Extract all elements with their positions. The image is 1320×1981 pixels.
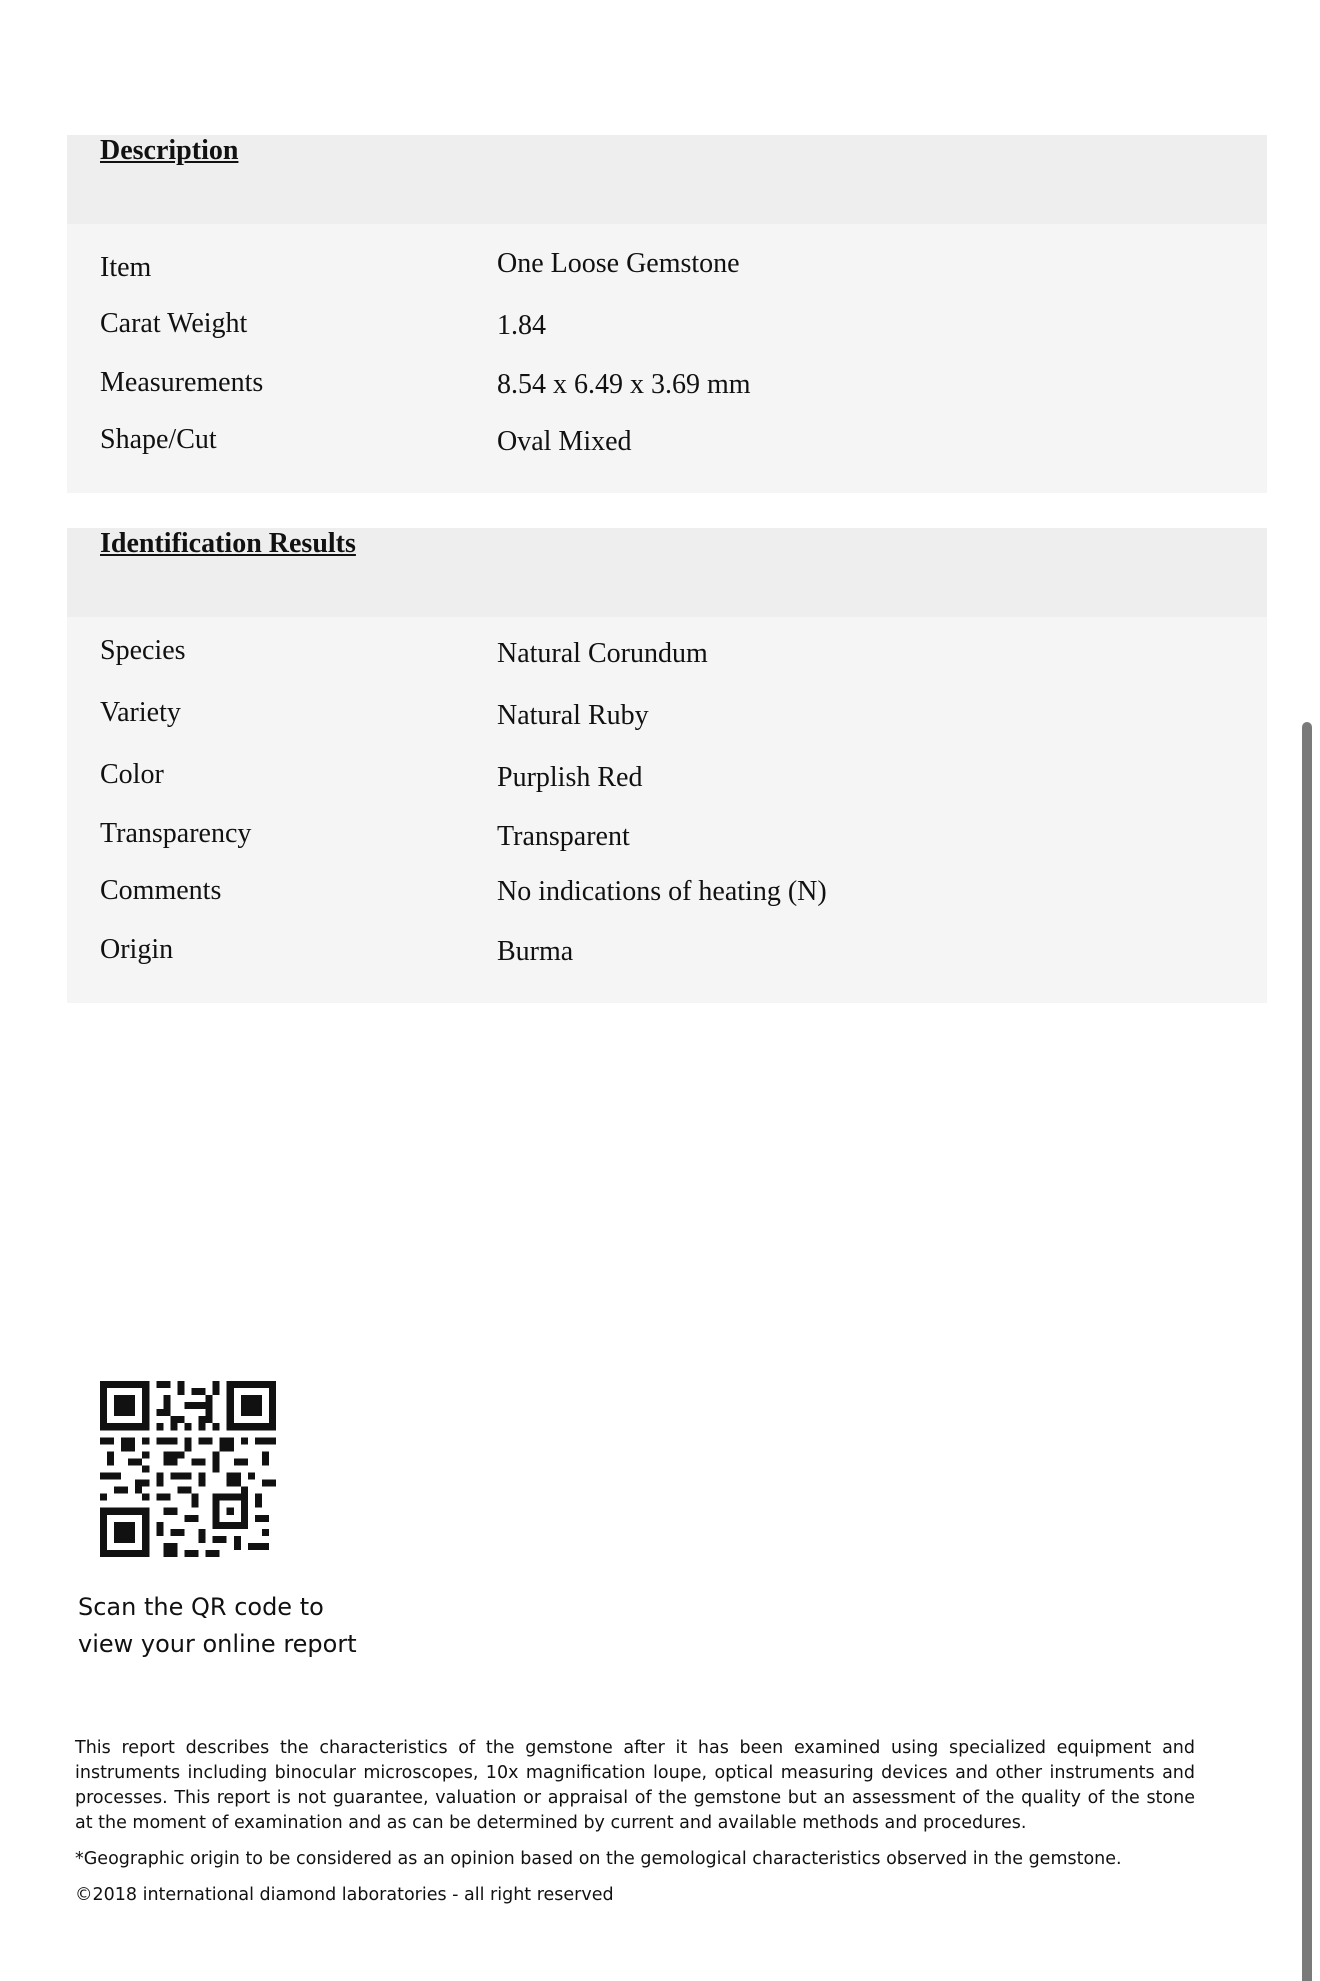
identification-title: Identification Results [100,528,356,559]
variety-label: Variety [100,697,181,728]
identification-row-comments [67,875,1267,915]
variety-value: Natural Ruby [497,700,649,731]
origin-note: *Geographic origin to be considered as an opinion based on the gemological characteristics observed in the gemstone. [75,1849,1122,1869]
item-label: Item [100,252,152,283]
measurements-value: 8.54 x 6.49 x 3.69 mm [497,369,751,400]
shape-cut-label: Shape/Cut [100,424,217,455]
qr-caption-line-1: Scan the QR code to [78,1593,324,1621]
transparency-value: Transparent [497,821,630,852]
origin-label: Origin [100,934,174,965]
species-value: Natural Corundum [497,638,708,669]
description-body [67,224,1267,493]
description-row-measurements [67,367,1267,407]
vertical-scrollbar[interactable] [1302,722,1312,1981]
carat-weight-value: 1.84 [497,310,546,341]
shape-cut-value: Oval Mixed [497,426,632,457]
comments-label: Comments [100,875,222,906]
origin-value: Burma [497,936,574,967]
identification-row-color [67,759,1267,799]
identification-row-species [67,635,1267,675]
qr-code-icon[interactable] [100,1381,276,1557]
description-section [67,135,1267,493]
description-title: Description [100,135,239,166]
description-row-shape [67,424,1267,464]
description-row-item [67,248,1267,288]
identification-row-transparency [67,818,1267,858]
disclaimer-text: This report describes the characteristics of the gemstone after it has been examined using specialized equipment and instruments including binocular microscopes, 10x magnification loupe, optical measuring devices and other instruments and processes. This report is not guarantee, valuation or appraisal of the gemstone but an assessment of the quality of the stone at the moment of examination and as can be determined by current and available methods and procedures. [75,1738,1195,1833]
item-value: One Loose Gemstone [497,248,740,279]
comments-value: No indications of heating (N) [497,876,827,907]
qr-caption [78,1589,478,1663]
copyright-text: ©2018 international diamond laboratories - all right reserved [75,1885,614,1905]
species-label: Species [100,635,186,666]
qr-caption-line-2: view your online report [78,1630,357,1658]
color-label: Color [100,759,164,790]
color-value: Purplish Red [497,762,643,793]
transparency-label: Transparency [100,818,252,849]
description-row-carat [67,308,1267,348]
identification-header [67,528,1267,617]
identification-section [67,528,1267,1003]
carat-weight-label: Carat Weight [100,308,248,339]
identification-body [67,617,1267,1003]
identification-row-origin [67,934,1267,974]
description-header [67,135,1267,224]
identification-row-variety [67,697,1267,737]
measurements-label: Measurements [100,367,264,398]
